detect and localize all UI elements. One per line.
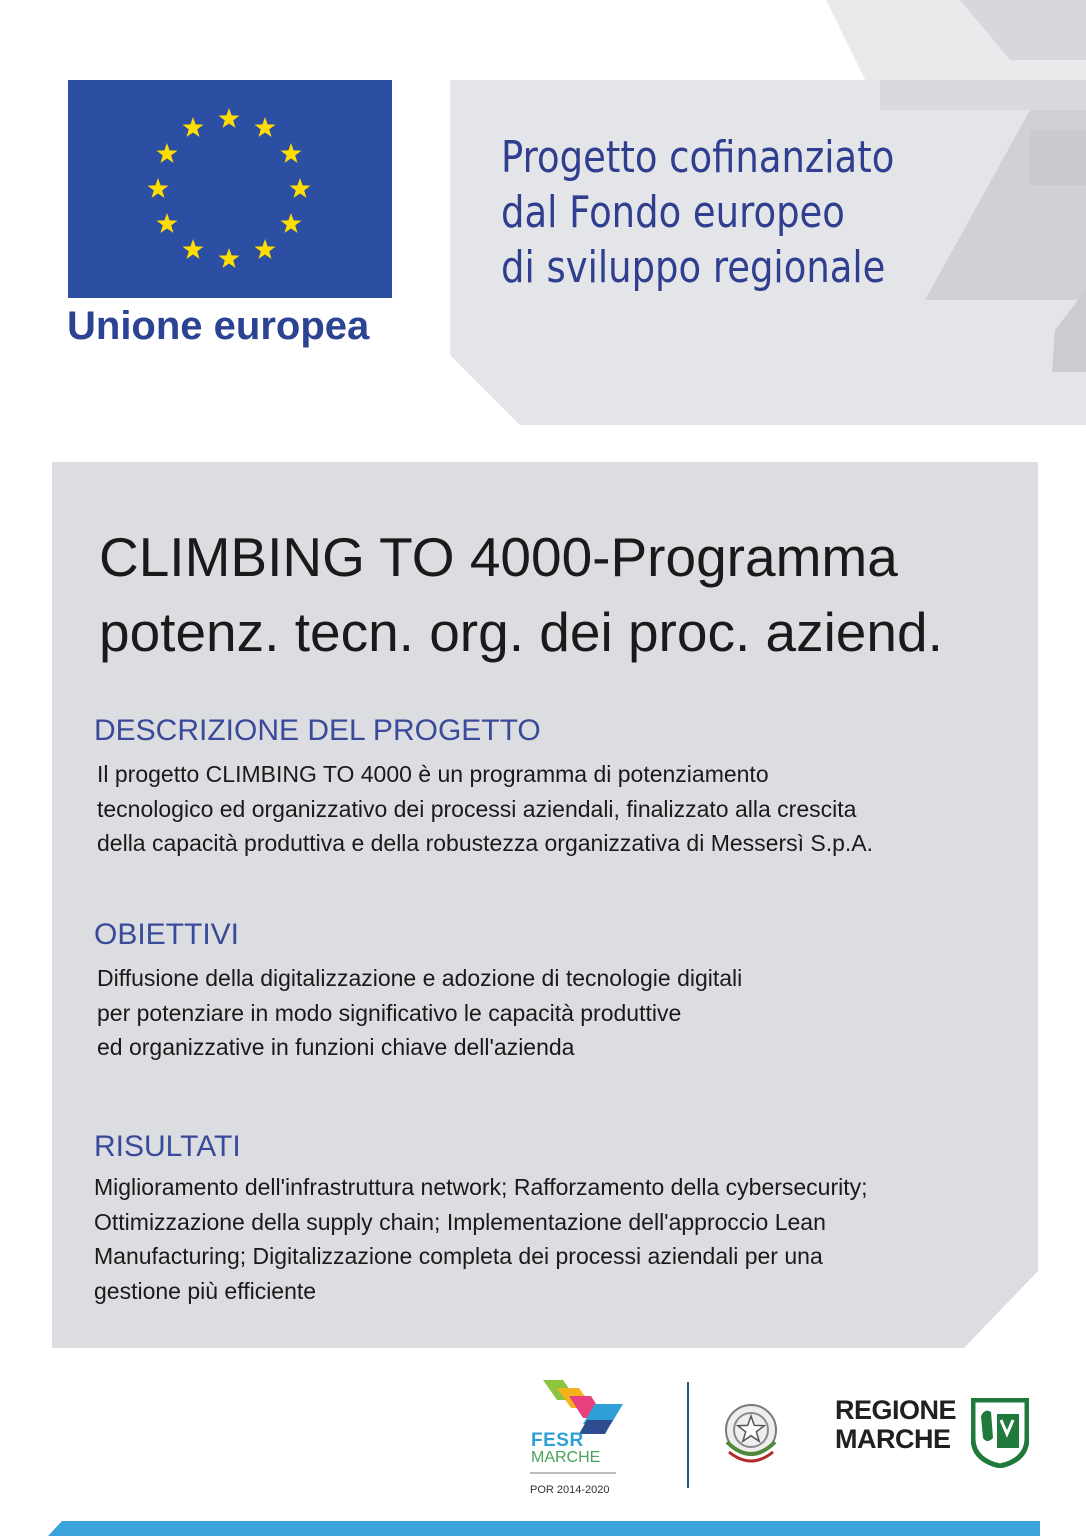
- fesr-rule: [530, 1472, 616, 1474]
- section-heading-results: RISULTATI: [94, 1130, 241, 1163]
- fesr-program: POR 2014-2020: [530, 1484, 610, 1496]
- section-heading-description: DESCRIZIONE DEL PROGETTO: [94, 714, 541, 747]
- section-heading-objectives: OBIETTIVI: [94, 918, 240, 951]
- logo-divider: [687, 1382, 689, 1488]
- text-line: gestione più efficiente: [94, 1277, 317, 1304]
- fesr-region: MARCHE: [531, 1449, 601, 1466]
- regione-line: MARCHE: [835, 1424, 951, 1454]
- regione-line: REGIONE: [835, 1395, 957, 1425]
- text-line: Miglioramento dell'infrastruttura network; Rafforzamento della cybersecurity;: [94, 1174, 868, 1200]
- text-line: per potenziare in modo significativo le capacità produttive: [97, 999, 682, 1026]
- italian-republic-emblem-icon: [719, 1400, 783, 1468]
- fesr-name: FESR: [531, 1430, 584, 1451]
- regione-marche-wordmark: [835, 1396, 956, 1454]
- bottom-accent-bar: [48, 1521, 1040, 1536]
- eu-stars-icon: [68, 80, 392, 298]
- text-line: Ottimizzazione della supply chain; Implementazione dell'approccio Lean: [94, 1208, 826, 1235]
- project-title-line: potenz. tecn. org. dei proc. aziend.: [99, 601, 943, 663]
- fesr-logo-icon: [539, 1378, 631, 1436]
- eu-label: Unione europea: [67, 304, 370, 348]
- text-line: ed organizzative in funzioni chiave dell'azienda: [97, 1034, 575, 1060]
- text-line: tecnologico ed organizzativo dei processi aziendali, finalizzato alla crescita: [97, 795, 857, 822]
- eu-flag: [68, 80, 392, 298]
- cofinancing-line: dal Fondo europeo: [501, 187, 845, 238]
- footer-logos: [525, 1378, 1045, 1498]
- cofinancing-line: Progetto cofinanziato: [501, 132, 895, 183]
- text-line: Manufacturing; Digitalizzazione completa dei processi aziendali per una: [94, 1243, 823, 1269]
- regione-marche-shield-icon: [971, 1398, 1029, 1468]
- text-line: Diffusione della digitalizzazione e adozione di tecnologie digitali: [97, 965, 743, 991]
- section-text-objectives: [97, 961, 742, 1065]
- text-line: della capacità produttiva e della robustezza organizzativa di Messersì S.p.A.: [97, 830, 874, 856]
- section-text-description: [97, 757, 873, 861]
- project-title-line: CLIMBING TO 4000-Programma: [99, 526, 898, 588]
- project-title: [99, 520, 943, 670]
- cofinancing-statement: [501, 130, 938, 295]
- section-text-results: [94, 1170, 868, 1308]
- text-line: Il progetto CLIMBING TO 4000 è un programma di potenziamento: [97, 761, 769, 787]
- cofinancing-line: di sviluppo regionale: [501, 242, 886, 293]
